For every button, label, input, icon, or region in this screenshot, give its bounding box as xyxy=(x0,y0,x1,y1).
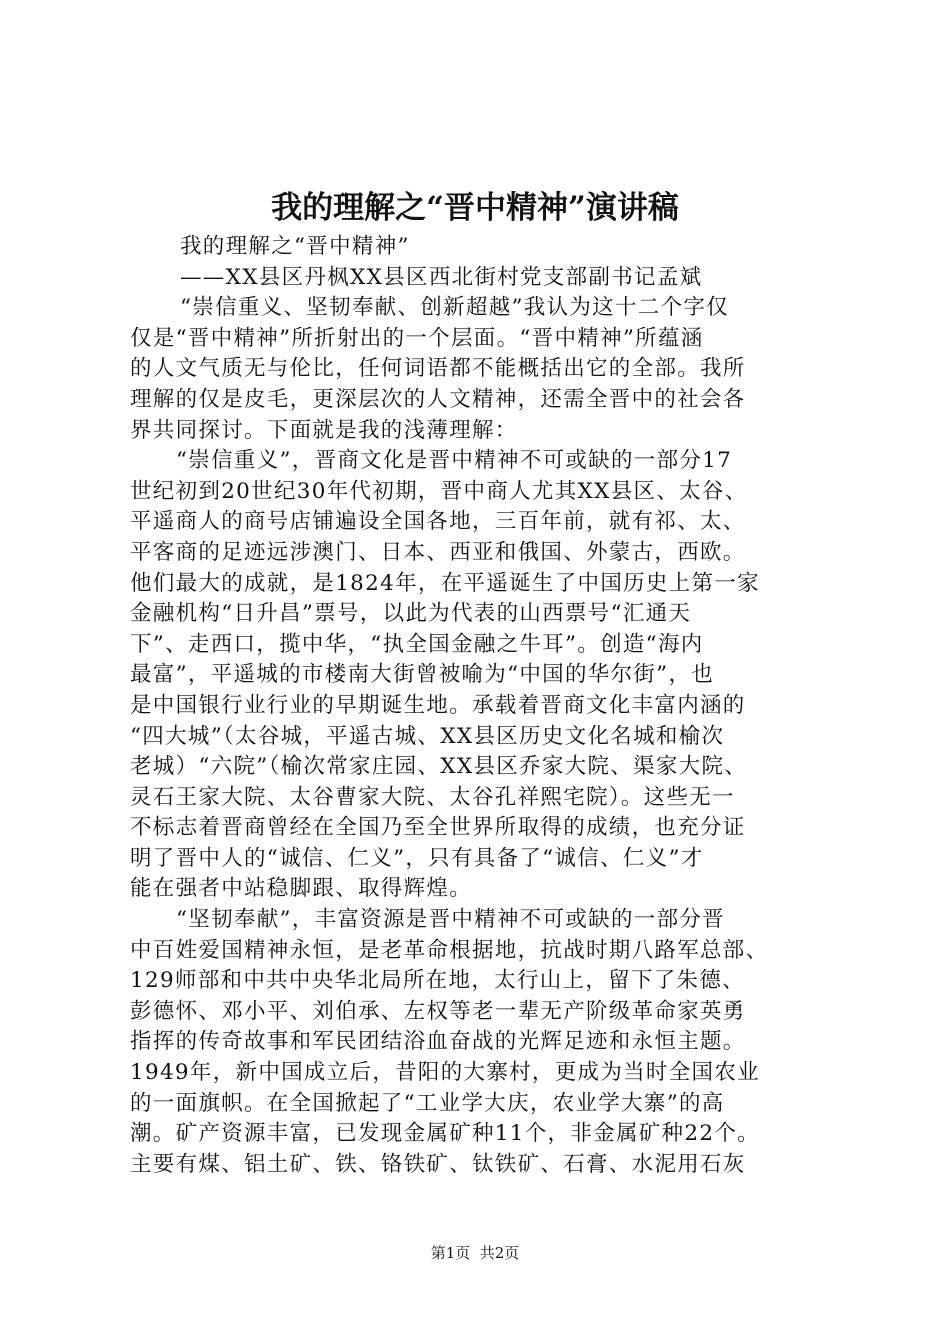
paragraph-line: 是中国银行业行业的早期诞生地。承载着晋商文化丰富内涵的 xyxy=(130,692,746,718)
paragraph-line: 他们最大的成就，是1824年，在平遥诞生了中国历史上第一家 xyxy=(130,570,760,596)
paragraph-line: 最富”，平遥城的市楼南大街曾被喻为“中国的华尔街”，也 xyxy=(130,662,715,688)
paragraph-line: 129师部和中共中央华北局所在地，太行山上，留下了朱德、 xyxy=(130,968,745,994)
page-footer xyxy=(0,1243,950,1263)
paragraph-line: 金融机构“日升昌”票号，以此为代表的山西票号“汇通天 xyxy=(130,601,692,627)
paragraph-line: 1949年，新中国成立后，昔阳的大寨村，更成为当时全国农业 xyxy=(130,1060,760,1086)
paragraph-line: 指挥的传奇故事和军民团结浴血奋战的光辉足迹和永恒主题。 xyxy=(130,1029,746,1055)
paragraph-line: 不标志着晋商曾经在全国乃至全世界所取得的成绩，也充分证 xyxy=(130,815,746,841)
paragraph-line: 明了晋中人的“诚信、仁义”，只有具备了“诚信、仁义”才 xyxy=(130,845,704,871)
paragraph-line: “崇信重义”，晋商文化是晋中精神不可或缺的一部分17 xyxy=(176,448,733,474)
paragraph-line: “坚韧奉献”，丰富资源是晋中精神不可或缺的一部分晋 xyxy=(176,907,725,933)
document-title: 我的理解之“晋中精神”演讲稿 xyxy=(271,190,679,226)
paragraph-line: 界共同探讨。下面就是我的浅薄理解： xyxy=(130,417,518,443)
paragraph-line: 的人文气质无与伦比，任何词语都不能概括出它的全部。我所 xyxy=(130,356,746,382)
subtitle-line: 我的理解之“晋中精神” xyxy=(180,234,410,259)
paragraph-line: “四大城”（太谷城，平遥古城、XX县区历史文化名城和榆次 xyxy=(130,723,725,749)
author-line: ——XX县区丹枫XX县区西北街村党支部副书记孟斌 xyxy=(180,264,703,290)
paragraph-line: 平客商的足迹远涉澳门、日本、西亚和俄国、外蒙古，西欧。 xyxy=(130,539,746,565)
paragraph-line: 能在强者中站稳脚跟、取得辉煌。 xyxy=(130,876,473,902)
paragraph-line: 下”、走西口，揽中华，“执全国金融之牛耳”。创造“海内 xyxy=(130,631,704,657)
paragraph-line: “崇信重义、坚韧奉献、创新超越”我认为这十二个字仅 xyxy=(180,295,729,321)
paragraph-line: 彭德怀、邓小平、刘伯承、左权等老一辈无产阶级革命家英勇 xyxy=(130,998,746,1024)
page-number: 第1页 共2页 xyxy=(430,1244,520,1262)
document-body xyxy=(130,232,840,1180)
paragraph-line: 灵石王家大院、太谷曹家大院、太谷孔祥熙宅院）。这些无一 xyxy=(130,784,735,810)
paragraph-line: 潮。矿产资源丰富，已发现金属矿种11个，非金属矿种22个。 xyxy=(130,1121,760,1147)
paragraph-line: 平遥商人的商号店铺遍设全国各地，三百年前，就有祁、太、 xyxy=(130,509,746,535)
paragraph-line: 仅是“晋中精神”所折射出的一个层面。“晋中精神”所蕴涵 xyxy=(130,325,704,351)
paragraph-line: 的一面旗帜。在全国掀起了“工业学大庆，农业学大寨”的高 xyxy=(130,1090,725,1116)
paragraph-line: 老城）“六院”（榆次常家庄园、XX县区乔家大院、渠家大院、 xyxy=(130,754,748,780)
paragraph-line: 世纪初到20世纪30年代初期，晋中商人尤其XX县区、太谷、 xyxy=(130,478,748,504)
paragraph-line: 中百姓爱国精神永恒，是老革命根据地，抗战时期八路军总部、 xyxy=(130,937,769,963)
paragraph-line: 主要有煤、铝土矿、铁、铬铁矿、钛铁矿、石膏、水泥用石灰 xyxy=(130,1151,746,1177)
paragraph-line: 理解的仅是皮毛，更深层次的人文精神，还需全晋中的社会各 xyxy=(130,386,746,412)
